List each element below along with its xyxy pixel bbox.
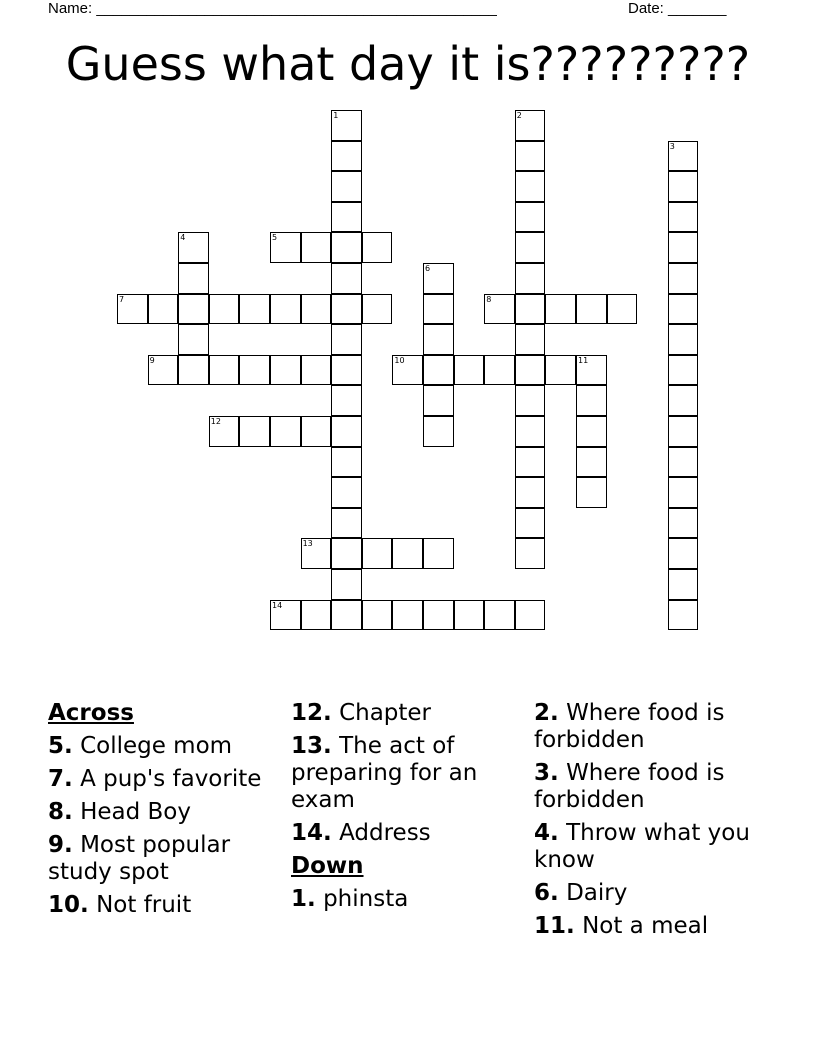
cell-number: 8 — [486, 294, 492, 304]
grid-cell[interactable] — [178, 294, 209, 325]
grid-cell[interactable] — [668, 600, 699, 631]
grid-cell[interactable] — [148, 294, 179, 325]
cell-number: 12 — [210, 417, 221, 426]
grid-cell[interactable] — [515, 447, 546, 478]
grid-cell[interactable] — [362, 538, 393, 569]
grid-cell[interactable] — [331, 447, 362, 478]
grid-cell[interactable] — [668, 569, 699, 600]
cell-number: 9 — [149, 355, 155, 365]
grid-cell[interactable] — [668, 232, 699, 263]
grid-cell[interactable] — [576, 294, 607, 325]
grid-cell[interactable] — [484, 600, 515, 631]
grid-cell[interactable] — [515, 385, 546, 416]
grid-cell[interactable] — [331, 508, 362, 539]
grid-cell[interactable] — [301, 600, 332, 631]
clue-number: 11. — [534, 913, 575, 939]
clue-number: 13. — [291, 733, 332, 759]
grid-cell[interactable] — [515, 477, 546, 508]
grid-cell[interactable] — [545, 355, 576, 386]
grid-cell[interactable] — [668, 385, 699, 416]
clue-text: The act of preparing for an exam — [291, 733, 478, 813]
clue-number: 8. — [48, 799, 73, 825]
grid-cell[interactable] — [331, 141, 362, 172]
grid-cell[interactable] — [515, 141, 546, 172]
clue-down-3 — [534, 760, 779, 814]
clue-across-12 — [291, 700, 516, 727]
grid-cell[interactable] — [423, 294, 454, 325]
grid-cell[interactable] — [668, 263, 699, 294]
clue-text: Not a meal — [582, 913, 709, 939]
grid-cell[interactable] — [423, 355, 454, 386]
clue-text: Address — [339, 820, 431, 846]
clue-text: Where food is forbidden — [534, 700, 725, 753]
clues-column-1 — [48, 700, 278, 925]
grid-cell[interactable] — [515, 232, 546, 263]
grid-cell[interactable] — [576, 385, 607, 416]
grid-cell[interactable] — [668, 477, 699, 508]
grid-cell[interactable] — [239, 416, 270, 447]
grid-cell[interactable] — [331, 477, 362, 508]
grid-cell[interactable] — [423, 600, 454, 631]
clue-down-6 — [534, 880, 779, 907]
clue-number: 2. — [534, 700, 559, 726]
clue-across-8 — [48, 799, 278, 826]
grid-cell[interactable] — [454, 600, 485, 631]
clue-number: 4. — [534, 820, 559, 846]
grid-cell[interactable] — [668, 508, 699, 539]
grid-cell[interactable] — [668, 416, 699, 447]
clues-column-2 — [291, 700, 516, 919]
grid-cell[interactable] — [576, 477, 607, 508]
clue-text: College mom — [80, 733, 233, 759]
grid-cell[interactable] — [668, 294, 699, 325]
grid-cell[interactable] — [362, 232, 393, 263]
grid-cell[interactable] — [515, 355, 546, 386]
clue-down-11 — [534, 913, 779, 940]
grid-cell[interactable] — [331, 294, 362, 325]
grid-cell[interactable] — [392, 538, 423, 569]
clue-text: phinsta — [323, 886, 409, 912]
across-heading: Across — [48, 700, 134, 726]
grid-cell[interactable] — [301, 294, 332, 325]
grid-cell[interactable] — [301, 416, 332, 447]
grid-cell[interactable] — [239, 294, 270, 325]
clue-across-14 — [291, 820, 516, 847]
grid-cell[interactable] — [545, 294, 576, 325]
clue-number: 7. — [48, 766, 73, 792]
clue-number: 9. — [48, 832, 73, 858]
grid-cell[interactable] — [331, 324, 362, 355]
clue-across-5 — [48, 733, 278, 760]
clue-text: Head Boy — [80, 799, 191, 825]
grid-cell[interactable] — [331, 171, 362, 202]
date-label: Date: — [628, 0, 664, 17]
grid-cell[interactable] — [331, 538, 362, 569]
grid-cell[interactable] — [668, 447, 699, 478]
grid-cell[interactable] — [331, 263, 362, 294]
clue-text: Dairy — [566, 880, 628, 906]
grid-cell[interactable] — [392, 600, 423, 631]
grid-cell[interactable] — [423, 538, 454, 569]
cell-number: 7 — [119, 294, 125, 304]
grid-cell[interactable] — [331, 232, 362, 263]
clue-number: 5. — [48, 733, 73, 759]
clue-across-10 — [48, 892, 278, 919]
clue-text: Throw what you know — [534, 820, 750, 873]
clue-text: Where food is forbidden — [534, 760, 725, 813]
cell-number: 5 — [272, 233, 278, 243]
grid-cell[interactable] — [515, 202, 546, 233]
grid-cell[interactable] — [668, 538, 699, 569]
cell-number: 1 — [333, 111, 339, 120]
clue-number: 12. — [291, 700, 332, 726]
clue-across-9 — [48, 832, 278, 886]
grid-cell[interactable] — [331, 385, 362, 416]
grid-cell[interactable] — [178, 324, 209, 355]
grid-cell[interactable] — [607, 294, 638, 325]
grid-cell[interactable] — [270, 416, 301, 447]
clue-down-1 — [291, 886, 516, 913]
clue-text: Not fruit — [96, 892, 192, 918]
grid-cell[interactable] — [270, 355, 301, 386]
grid-cell[interactable] — [423, 324, 454, 355]
grid-cell[interactable] — [454, 355, 485, 386]
grid-cell[interactable] — [515, 263, 546, 294]
grid-cell[interactable] — [668, 355, 699, 386]
grid-cell[interactable] — [178, 263, 209, 294]
grid-cell[interactable] — [515, 324, 546, 355]
grid-cell[interactable] — [178, 355, 209, 386]
grid-cell[interactable] — [331, 416, 362, 447]
clue-number: 6. — [534, 880, 559, 906]
grid-cell[interactable] — [270, 294, 301, 325]
grid-cell[interactable] — [331, 355, 362, 386]
grid-cell[interactable] — [576, 416, 607, 447]
cell-number: 14 — [272, 600, 283, 610]
page-title: Guess what day it is????????? — [65, 37, 751, 91]
grid-cell[interactable] — [362, 600, 393, 631]
grid-cell[interactable] — [209, 355, 240, 386]
grid-cell[interactable] — [515, 538, 546, 569]
clue-down-2 — [534, 700, 779, 754]
grid-cell[interactable] — [515, 600, 546, 631]
clue-across-13 — [291, 733, 516, 814]
date-line: _______ — [668, 0, 727, 17]
cell-number: 3 — [669, 141, 675, 151]
clue-text: Most popular study spot — [48, 832, 231, 885]
grid-cell[interactable] — [576, 447, 607, 478]
grid-cell[interactable] — [668, 324, 699, 355]
grid-cell[interactable] — [668, 171, 699, 202]
cell-number: 6 — [425, 264, 431, 273]
grid-cell[interactable] — [668, 202, 699, 233]
grid-cell[interactable] — [301, 232, 332, 263]
clue-text: Chapter — [339, 700, 432, 726]
grid-cell[interactable] — [515, 508, 546, 539]
cell-number: 13 — [302, 539, 313, 549]
grid-cell[interactable] — [423, 385, 454, 416]
clue-text: A pup's favorite — [80, 766, 262, 792]
grid-cell[interactable] — [331, 600, 362, 631]
name-line: ________________________________________________ — [96, 0, 497, 17]
grid-cell[interactable] — [301, 355, 332, 386]
grid-cell[interactable] — [331, 569, 362, 600]
grid-cell[interactable] — [484, 355, 515, 386]
clues-column-3 — [534, 700, 779, 946]
grid-cell[interactable] — [362, 294, 393, 325]
cell-number: 2 — [516, 111, 522, 120]
grid-cell[interactable] — [515, 171, 546, 202]
grid-cell[interactable] — [209, 294, 240, 325]
cell-number: 11 — [578, 355, 589, 365]
clue-number: 3. — [534, 760, 559, 786]
grid-cell[interactable] — [423, 416, 454, 447]
clue-number: 10. — [48, 892, 89, 918]
cell-number: 10 — [394, 355, 405, 365]
grid-cell[interactable] — [331, 202, 362, 233]
name-label: Name: — [48, 0, 93, 17]
grid-cell[interactable] — [239, 355, 270, 386]
clue-number: 14. — [291, 820, 332, 846]
cell-number: 4 — [180, 233, 186, 243]
clue-across-7 — [48, 766, 278, 793]
grid-cell[interactable] — [515, 294, 546, 325]
clue-number: 1. — [291, 886, 316, 912]
grid-cell[interactable] — [515, 416, 546, 447]
clue-down-4 — [534, 820, 779, 874]
down-heading: Down — [291, 853, 364, 879]
